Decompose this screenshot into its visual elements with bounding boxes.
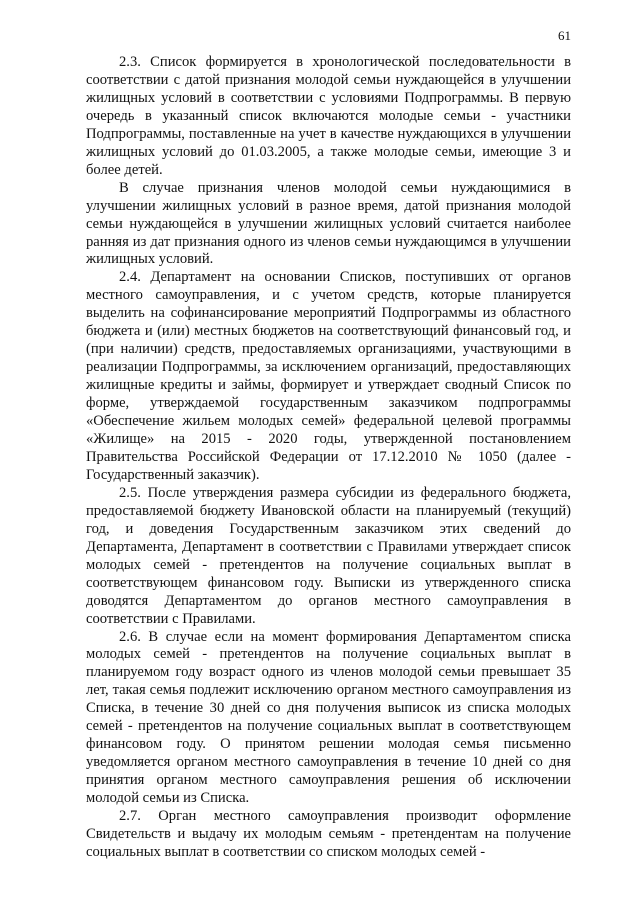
paragraph-2-3: 2.3. Список формируется в хронологической последовательности в соответствии с датой признания молодой семьи нуждающейся в улучшении жилищных условий в соответствии с условиями Подпрограммы. В первую очередь в указанный список включаются молодые семьи - участники Подпрограммы, поставленные на учет в качестве нуждающихся в улучшении жилищных условий до 01.03.2005, а также молодые семьи, имеющие 3 и более детей. bbox=[86, 54, 571, 178]
paragraph-2-6: 2.6. В случае если на момент формирования Департаментом списка молодых семей - претендентов на получение социальных выплат в планируемом году возраст одного из членов молодой семьи превышает 35 лет, такая семья подлежит исключению органом местного самоуправления из Списка, в течение 30 дней со дня получения выписок из списка молодых семей - претендентов на получение социальных выплат в соответствующем финансовом году. О принятом решении молодая семья письменно уведомляется органом местного самоуправления в течение 10 дней со дня принятия органом местного самоуправления решения об исключении молодой семьи из Списка. bbox=[86, 628, 571, 807]
page-number: 61 bbox=[558, 28, 571, 43]
paragraph-2-4: 2.4. Департамент на основании Списков, поступивших от органов местного самоуправления, и с учетом средств, которые планируется выделить на софинансирование мероприятий Подпрограммы из областного бюджета и (или) местных бюджетов на соответствующий финансовый год, и (при наличии) средств, предоставляемых организациями, участвующими в реализации Подпрограммы, за исключением организаций, предоставляющих жилищные кредиты и займы, формирует и утверждает сводный Список по форме, утверждаемой государственным заказчиком подпрограммы «Обеспечение жильем молодых семей» федеральной целевой программы «Жилище» на 2015 - 2020 годы, утвержденной постановлением Правительства Российской Федерации от 17.12.2010 № 1050 (далее - Государственный заказчик). bbox=[86, 269, 571, 483]
paragraph-2-5: 2.5. После утверждения размера субсидии из федерального бюджета, предоставляемой бюджету Ивановской области на планируемый (текущий) год, и доведения Государственным заказчиком этих сведений до Департамента, Департамент в соответствии с Правилами утверждает список молодых семей - претендентов на получение социальных выплат в соответствующем финансовом году. Выписки из утвержденного списка доводятся Департаментом до органов местного самоуправления в соответствии с Правилами. bbox=[86, 484, 571, 627]
paragraph-2-3-continued: В случае признания членов молодой семьи нуждающимися в улучшении жилищных условий в разное время, датой признания молодой семьи нуждающейся в улучшении жилищных условий считается наиболее ранняя из дат признания одного из членов семьи нуждающимся в улучшении жилищных условий. bbox=[86, 179, 571, 268]
paragraph-2-7: 2.7. Орган местного самоуправления производит оформление Свидетельств и выдачу их молодым семьям - претендентам на получение социальных выплат в соответствии со списком молодых семей - bbox=[86, 808, 571, 860]
